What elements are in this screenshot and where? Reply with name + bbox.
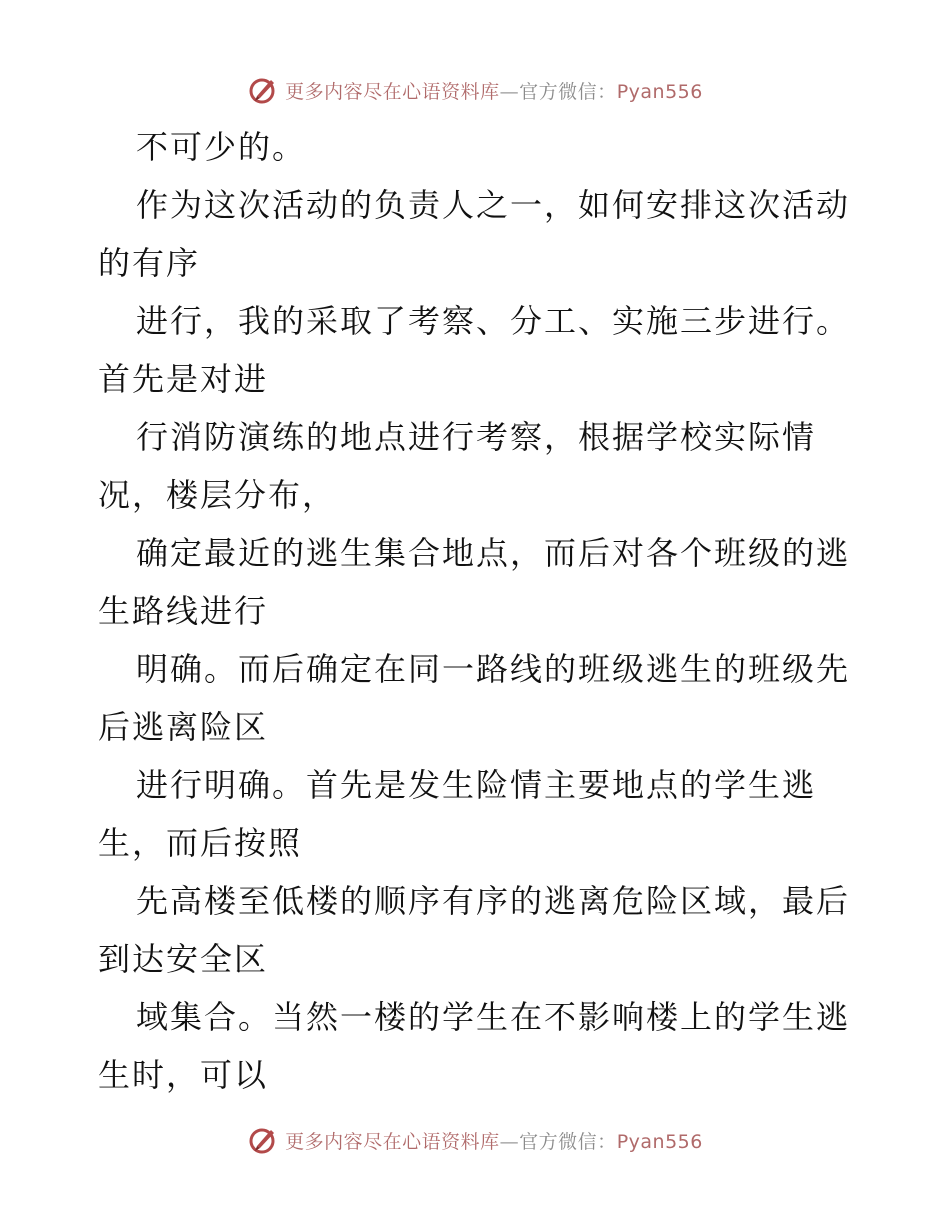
quill-logo-icon [247,1124,279,1156]
footer-wechat-id: Pyan556 [616,1130,703,1153]
body-line: 确定最近的逃生集合地点，而后对各个班级的逃 [136,534,851,572]
header-site-text: 更多内容尽在心语资料库 [285,80,500,103]
body-line: 先高楼至低楼的顺序有序的逃离危险区域，最后 [136,882,851,920]
footer-text [285,1127,703,1154]
footer-dash: — [499,1130,520,1153]
body-line: 首先是对进 [98,360,269,398]
body-line: 生时，可以 [98,1056,269,1094]
body-line: 的有序 [98,244,201,282]
footer-wechat-label: 官方微信： [519,1130,617,1153]
body-line: 况，楼层分布， [98,476,337,514]
header-dash: — [499,80,520,103]
document-body [98,118,858,1104]
body-line: 作为这次活动的负责人之一，如何安排这次活动 [136,186,851,224]
body-line: 域集合。当然一楼的学生在不影响楼上的学生逃 [136,998,851,1036]
header-text [285,77,703,104]
page-footer-banner [0,1120,950,1160]
page-header-banner [0,70,950,110]
body-line: 明确。而后确定在同一路线的班级逃生的班级先 [136,650,851,688]
body-line: 进行，我的采取了考察、分工、实施三步进行。 [136,302,851,340]
body-line: 生，而后按照 [98,824,303,862]
quill-logo-icon [247,74,279,106]
body-line: 后逃离险区 [98,708,269,746]
body-line: 到达安全区 [98,940,269,978]
footer-site-text: 更多内容尽在心语资料库 [285,1130,500,1153]
body-line: 生路线进行 [98,592,269,630]
body-line: 进行明确。首先是发生险情主要地点的学生逃 [136,766,817,804]
body-line: 不可少的。 [136,128,307,166]
header-wechat-id: Pyan556 [616,80,703,103]
body-line: 行消防演练的地点进行考察，根据学校实际情 [136,418,817,456]
header-wechat-label: 官方微信： [519,80,617,103]
